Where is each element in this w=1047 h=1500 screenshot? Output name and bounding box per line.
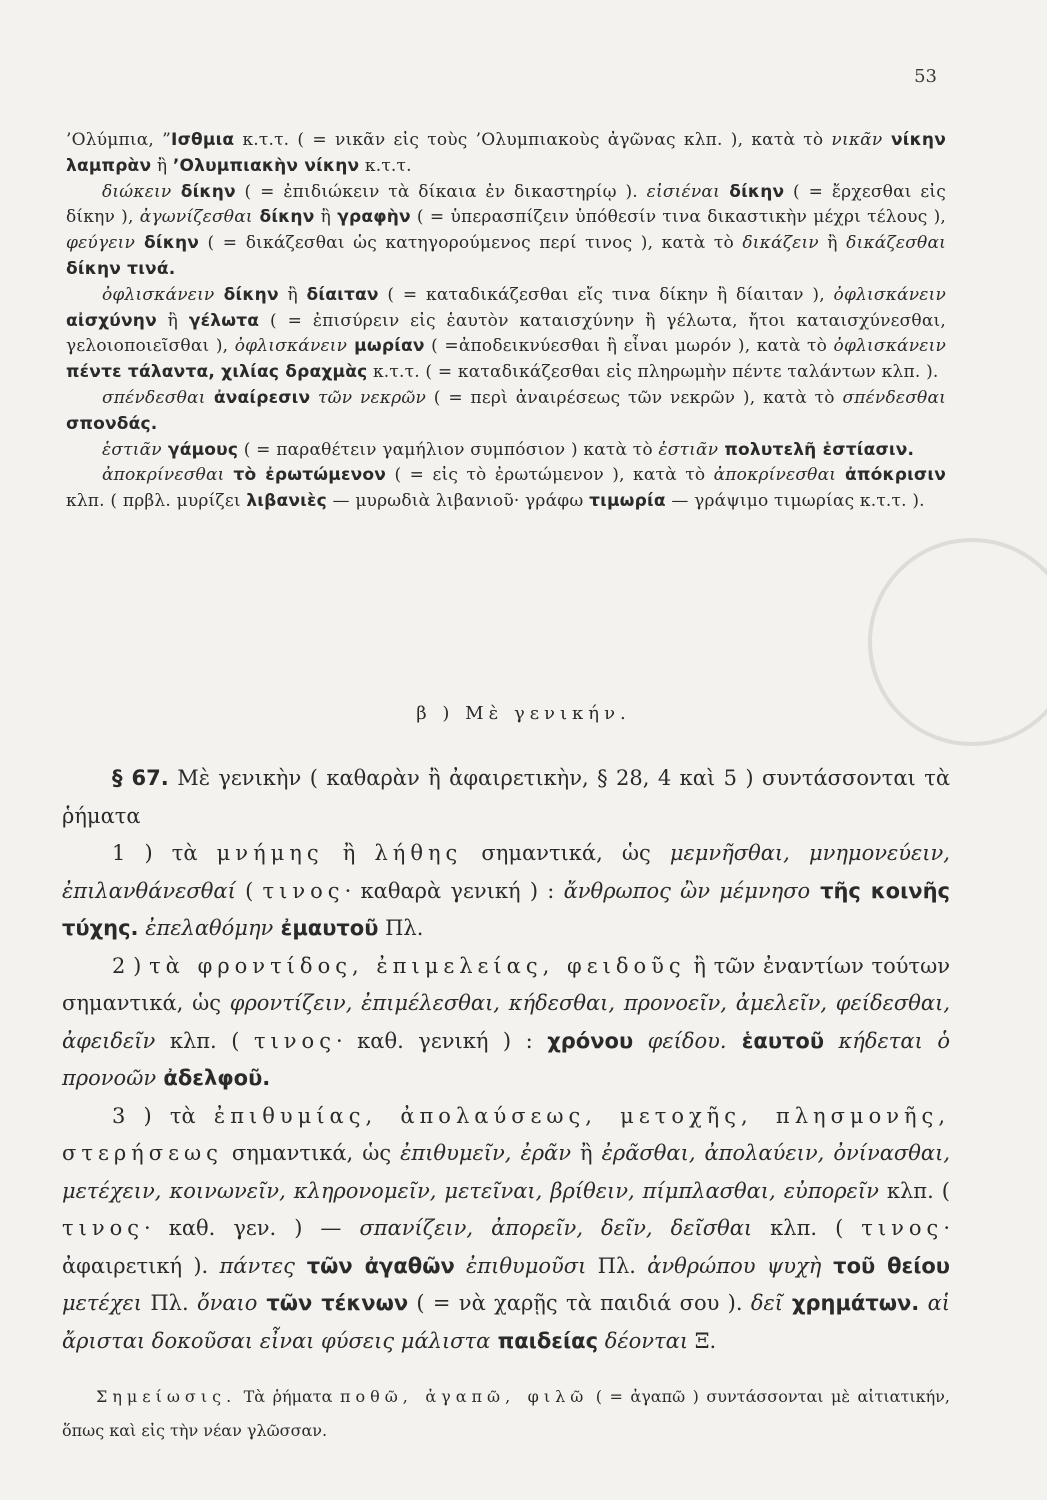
section-a-examples [66, 128, 946, 515]
paragraph: 3 ) τὰ ἐπιθυμίας, ἀπολαύσεως, μετοχῆς, πλησμονῆς, στερήσεως σημαντικά, ὡς ἐπιθυμεῖν, ἐρᾶν ἢ ἐρᾶσθαι, ἀπολαύειν, ὀνίνασθαι, μετέχειν, κοινωνεῖν, κληρονομεῖν, μετεῖναι, βρίθειν, πίμπλασθαι, εὐπορεῖν κλπ. ( τινος· καθ. γεν. ) — σπανίζειν, ἀπορεῖν, δεῖν, δεῖσθαι κλπ. ( τινος· ἀφαιρετική ). πάντες τῶν ἀγαθῶν ἐπιθυμοῦσι Πλ. ἀνθρώπου ψυχὴ τοῦ θείου μετέχει Πλ. ὄναιο τῶν τέκνων ( = νὰ χαρῇς τὰ παιδιά σου ). δεῖ χρημάτων. αἱ ἄρισται δοκοῦσαι εἶναι φύσεις μάλιστα παιδείας δέονται Ξ. [62, 1103, 950, 1353]
paragraph: ἀποκρίνεσθαι τὸ ἐρωτώμενον ( = εἰς τὸ ἐρωτώμενον ), κατὰ τὸ ἀποκρίνεσθαι ἀπόκρισιν κλπ. ( πρβλ. μυρίζει λιβανιὲς — μυρωδιὰ λιβανιοῦ· γράφω τιμωρία — γράψιμο τιμωρίας κ.τ.τ. ). [66, 465, 946, 512]
paragraph: ὀφλισκάνειν δίκην ἢ δίαιταν ( = καταδικάζεσθαι εἴς τινα δίκην ἢ δίαιταν ), ὀφλισκάνειν αἰσχύνην ἢ γέλωτα ( = ἐπισύρειν εἰς ἑαυτὸν καταισχύνην ἢ γέλωτα, ἤτοι καταισχύνεσθαι, γελοιοποιεῖσθαι ), ὀφλισκάνειν μωρίαν ( =ἀποδεικνύεσθαι ἢ εἶναι μωρόν ), κατὰ τὸ ὀφλισκάνειν πέντε τάλαντα, χιλίας δραχμὰς κ.τ.τ. ( = καταδικάζεσθαι εἰς πληρωμὴν πέντε ταλάντων κλπ. ). [66, 284, 947, 383]
paragraph: 1 ) τὰ μνήμης ἢ λήθης σημαντικά, ὡς μεμνῆσθαι, μνημονεύειν, ἐπιλανθάνεσθαί ( τινος· καθαρὰ γενική ) : ἄνθρωπος ὢν μέμνησο τῆς κοινῆς τύχης. ἐπελαθόμην ἐμαυτοῦ Πλ. [62, 841, 950, 940]
note-section [62, 1380, 950, 1448]
paragraph: σπένδεσθαι ἀναίρεσιν τῶν νεκρῶν ( = περὶ ἀναιρέσεως τῶν νεκρῶν ), κατὰ τὸ σπένδεσθαι σπονδάς. [66, 387, 947, 434]
section-b-genitive [62, 760, 950, 1360]
page-number: 53 [914, 66, 937, 87]
paragraph: § 67. Μὲ γενικὴν ( καθαρὰν ἢ ἀφαιρετικὴν, § 28, 4 καὶ 5 ) συντάσσονται τὰ ῥήματα [62, 766, 951, 828]
paragraph: ἑστιᾶν γάμους ( = παραθέτειν γαμήλιον συμπόσιον ) κατὰ τὸ ἑστιᾶν πολυτελῆ ἑστίασιν. [102, 439, 915, 460]
paragraph: Σημείωσις. Τὰ ῥήματα ποθῶ, ἀγαπῶ, φιλῶ ( = ἀγαπῶ ) συντάσσονται μὲ αἰτιατικήν, ὅπως καὶ εἰς τὴν νέαν γλῶσσαν. [62, 1387, 950, 1440]
section-heading: β ) Μὲ γενικήν. [416, 703, 631, 724]
paragraph: ’Ολύμπια, ”Ισθμια κ.τ.τ. ( = νικᾶν εἰς τοὺς ’Ολυμπιακοὺς ἀγῶνας κλπ. ), κατὰ τὸ νικᾶν νίκην λαμπρὰν ἢ ’Ολυμπιακὴν νίκην κ.τ.τ. [66, 130, 946, 176]
paragraph: διώκειν δίκην ( = ἐπιδιώκειν τὰ δίκαια ἐν δικαστηρίῳ ). εἰσιέναι δίκην ( = ἔρχεσθαι εἰς δίκην ), ἀγωνίζεσθαι δίκην ἢ γραφὴν ( = ὑπερασπίζειν ὑπόθεσίν τινα δικαστικὴν μέχρι τέλους ), φεύγειν δίκην ( = δικάζεσθαι ὡς κατηγορούμενος περί τινος ), κατὰ τὸ δικάζειν ἢ δικάζεσθαι δίκην τινά. [66, 181, 946, 279]
paragraph: 2 ) τὰ φροντίδος, ἐπιμελείας, φειδοῦς ἢ τῶν ἐναντίων τούτων σημαντικά, ὡς φροντίζειν, ἐπιμέλεσθαι, κήδεσθαι, προνοεῖν, ἀμελεῖν, φείδεσθαι, ἀφειδεῖν κλπ. ( τινος· καθ. γενική ) : χρόνου φείδου. ἑαυτοῦ κήδεται ὁ προνοῶν ἀδελφοῦ. [62, 953, 950, 1090]
